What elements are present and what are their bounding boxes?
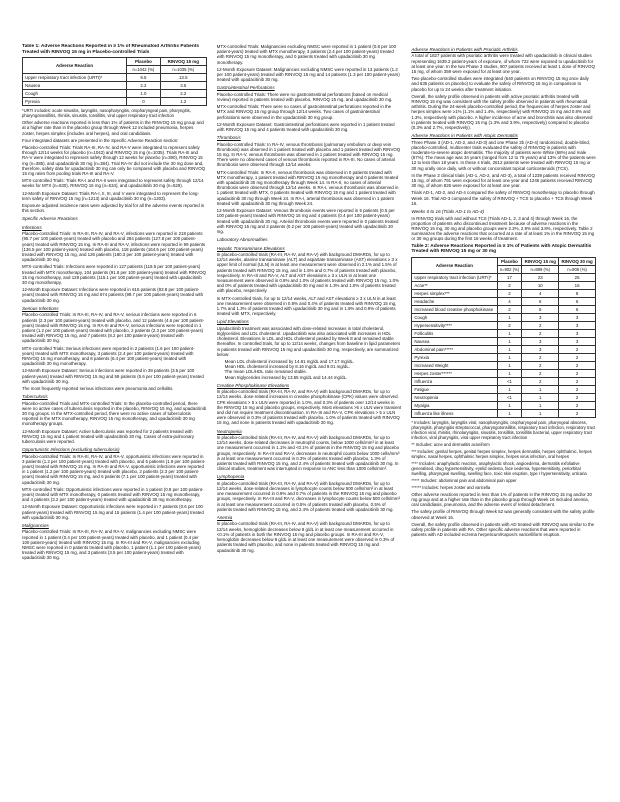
cell-reaction: Cough: [23, 90, 127, 98]
table2-footnotes: [411, 420, 596, 490]
cell-rinvoq-15: 1: [522, 409, 559, 417]
list-item: • Mean triglycerides increased by 13.55 mg/dL and 14.44 mg/dL.: [225, 375, 402, 380]
paragraph: MTX-controlled Trials: Infections were reported in 127 patients (119.5 per 100 patient-years) treated with MTX monotherapy, 104 patients (91.8 per 100 patient-years) treated with RINVOQ 15 mg monotherapy, and 128 patients (115.1 per 100 patient-years) treated with upadacitinib 30 mg monotherapy.: [22, 264, 206, 286]
paragraph: 12-Month Exposure Dataset: Active tuberculosis was reported for 2 patients treated with RINVOQ 15 mg and 1 patient treated with upadacitinib 30 mg. Cases of extra-pulmonary tuberculosis were reported.: [22, 428, 195, 444]
paragraph: In MTX-controlled trials, for up to 12/14 weeks, ALT and AST elevations ≥ 3 x ULN in at least one measurement were observed in 0.8% and 0.4% of patients treated with RINVOQ 15 mg, 1.7% and 1.3% of patients treated with upadacitinib 30 mg and in 1.9% and 0.9% of patients treated with MTX, respectively.: [216, 295, 397, 317]
table-row: [412, 313, 596, 321]
cell-placebo: 1: [497, 313, 522, 321]
table1-header-reaction: Adverse Reaction: [23, 58, 127, 74]
table-row: [412, 409, 596, 417]
cell-rinvoq-15: 5: [522, 305, 559, 313]
cell-rinvoq-30: 16: [559, 281, 596, 289]
table-row: [412, 377, 596, 385]
cell-placebo: 1: [497, 385, 522, 393]
cell-rinvoq-15: 6: [522, 297, 559, 305]
paragraph: The safety profile of RINVOQ through Week 52 was generally consistent with the safety profile observed at Week 16.: [411, 509, 595, 520]
paragraph: A total of 1827 patients with psoriatic arthritis were treated with upadacitinib in clinical studies representing 1639.2 patient-years of exposure, of whom 722 were exposed to upadacitinib for at least one year. In the two Phase 3 studies, 907 patients received at least 1 dose of RINVOQ 15 mg, of whom 359 were exposed for at least one year.: [411, 53, 595, 75]
cell-placebo: 1: [497, 345, 522, 353]
paragraph: MTX-controlled Trials: In RA-II, venous thrombosis was observed in 0 patients treated with MTX monotherapy, 1 patient treated with RINVOQ 15 mg monotherapy and 0 patients treated with upadacitinib 30 mg monotherapy through Week 14. In RA-II, no cases of arterial thrombosis were observed through 12/14 weeks. In RA-I, venous thrombosis was observed in 1 patient treated with MTX, 0 patients treated with RINVOQ 15 mg and 1 patient treated with upadacitinib 30 mg through Week 24. In RA-I, arterial thrombosis was observed in 1 patient treated with upadacitinib 30 mg through Week 24.: [216, 169, 399, 206]
cell-reaction: Influenza like illness: [412, 409, 497, 417]
table2-header-r15: RINVOQ 15 mg: [522, 257, 559, 265]
paragraph: Three Phase 3 (AD-1, AD-2, and AD-3) and one Phase 2b (AD-4) randomized, double-blind, placebo-controlled, multicenter trials evaluated the safety of RINVOQ in patients with moderate-to-severe atopic dermatitis. The majority of patients were White (68%) and male (57%). The mean age was 34 years (ranged from 12 to 75 years) and 13% of the patients were 12 to less than 18 years. In these 4 trials, 2612 patients were treated with RINVOQ 15 mg or 30 mg orally once daily, with or without concomitant topical corticosteroids (TCS).: [411, 139, 596, 171]
cell-rinvoq-30: 3: [559, 313, 596, 321]
cell-rinvoq-30: 3: [559, 337, 596, 345]
cell-rinvoq-30: 6: [559, 305, 596, 313]
section-heading: Specific Adverse Reactions: [22, 216, 78, 222]
table2-footnote: ** Includes: acne and dermatitis acneiform: [411, 441, 490, 447]
cell-rinvoq-15: 1: [522, 393, 559, 401]
cell-placebo: 1: [497, 337, 522, 345]
paragraph: Overall, the safety profile observed in patients with AD treated with RINVOQ was similar to the safety profile in patients with RA. Other specific adverse reactions that were reported in patients with AD included eczema herpeticum/Kaposi's varicelliform eruption.: [411, 521, 595, 538]
table-row: [412, 273, 596, 281]
paragraph: MTX-controlled Trials: Trials RA-I and RA-II were integrated to represent safety through 12/14 weeks for MTX (n=530), RINVOQ 15 mg (n=534), and upadacitinib 30 mg (n=529).: [22, 178, 204, 189]
table-row: [412, 401, 596, 409]
cell-rinvoq-30: 2: [559, 377, 596, 385]
paragraph: 12-Month Exposure Dataset: Trials RA-I, II, III, and V were integrated to represent the long-term safety of RINVOQ 15 mg (n=1213) and upadacitinib 30 mg (n=1203).: [22, 190, 199, 201]
lipid-bullet-list: [217, 359, 402, 380]
table2-n-r15: n=899 (%): [522, 265, 559, 273]
cell-placebo: 2: [497, 281, 522, 289]
table-row: [412, 353, 596, 361]
cell-rinvoq-15: 2: [522, 329, 559, 337]
paragraph: MTX-controlled Trials: Malignancies excluding NMSC were reported in 1 patient (0.8 per 100 patient-years) treated with MTX monotherapy, 3 patients (2.4 per 100 patient-years) treated with RINVOQ 15 mg monotherapy, and 0 patients treated with upadacitinib 30 mg monotherapy.: [216, 44, 397, 65]
paragraph: 12-Month Exposure Dataset: Opportunistic infections were reported in 7 patients (0.6 per 100 patient-years) treated with RINVOQ 15 mg and 15 patients (1.4 per 100 patient-years) treated with upadacitinib 30 mg.: [22, 504, 204, 520]
table-row: [412, 369, 596, 377]
cell-rinvoq-30: 6: [559, 297, 596, 305]
section-heading: Adverse Reactions in Patients with Atopic Dermatitis: [411, 133, 518, 139]
paragraph: In placebo-controlled trials (RA-III, RA-IV, and RA-V) with background DMARDs, for up to 12/14 weeks, alanine transaminase (ALT) and aspartate transaminase (AST) elevations ≥ 3 x upper limit of normal (ULN) in at least one measurement were observed in 2.1% and 1.5% of patients treated with RINVOQ 15 mg, and in 1.5% and 0.7% of patients treated with placebo, respectively. In RA-III and RA-V, ALT and AST elevations ≥ 3 x ULN in at least one measurement were observed in 0.8% and 1.0% of patients treated with RINVOQ 15 mg, 1.0% and 0% of patients treated with upadacitinib 30 mg and in 1.3% and 1.0% of patients treated with placebo, respectively.: [216, 251, 399, 294]
table1: [22, 57, 207, 106]
table2-header-r30: RINVOQ 30 mg: [559, 257, 596, 265]
paragraph: Placebo-controlled Trials: In RA-III, RA-IV, and RA-V, serious infections were reported in 6 patients (2.3 per 100 patient-years) treated with placebo, and 12 patients (4.6 per 100 patient-years) treated with RINVOQ 15 mg. In RA-III and RA-V, serious infections were reported in 1 patient (1.2 per 100 patient-years) treated with placebo, 2 patients (2.3 per 100 patient-years) treated with RINVOQ 15 mg, and 7 patients (8.2 per 100 patient-years) treated with upadacitinib 30 mg.: [22, 312, 205, 344]
cell-reaction: Herpes zoster******: [412, 369, 497, 377]
cell-reaction: Increased Weight: [412, 361, 497, 369]
cell-rinvoq-15: 10: [522, 281, 559, 289]
cell-rinvoq: 13.5: [160, 74, 206, 82]
cell-rinvoq-15: 3: [522, 313, 559, 321]
cell-reaction: Nausea: [23, 82, 127, 90]
paragraph: In RINVOQ trials with and without TCS (Trials AD-1, 2, 3 and 4) through Week 16, the proportion of patients who discontinued treatment because of adverse reactions in the RINVOQ 15 mg, 30 mg and placebo groups were 2.3%, 2.9% and 3.8%, respectively. Table 2 summarizes the adverse reactions that occurred at a rate of at least 1% in the RINVOQ 15 mg or 30 mg groups during the first 16 weeks of treatment.: [411, 215, 595, 242]
table2-footnote: * Includes: laryngitis, laryngitis viral, nasopharyngitis, oropharyngeal pain, pharyngeal abscess, pharyngitis, pharyngitis streptococcal, pharyngotonsillitis, respiratory tract infection, respiratory tract infection viral, rhinitis, rhinolaryngitis, sinusitis, tonsillitis, tonsillitis bacterial, upper respiratory tract infection, viral pharyngitis, viral upper respiratory tract infection: [411, 419, 596, 440]
table2-header-reaction: Adverse Reaction: [412, 257, 497, 273]
paragraph: In placebo-controlled trials (RA-III, RA-IV, and RA-V) with background DMARDs, for up to 12/14 weeks, hemoglobin decreases below 8 g/dL in at least one measurement occurred in <0.1% of patients in both the RINVOQ 15 mg and placebo groups. In RA-III and RA-V, hemoglobin decreases below 8 g/dL in at least one measurement were observed in 0.3% of patients treated with placebo, and none in patients treated with RINVOQ 15 mg and upadacitinib 30 mg.: [216, 521, 395, 553]
cell-placebo: <1: [497, 393, 522, 401]
table2-caption: Table 2: Adverse Reactions Reported in ≥ 1% of Patients with Atopic Dermatitis Treated with RINVOQ 15 mg or 30 mg: [411, 243, 592, 255]
cell-placebo: 1: [497, 353, 522, 361]
cell-rinvoq-15: 1: [522, 385, 559, 393]
paragraph: Other adverse reactions reported in less than 1% of patients in the RINVOQ 15 mg group and at a higher rate than in the placebo group through Week 12 included pneumonia, herpes zoster, herpes simplex (includes oral herpes), and oral candidiasis.: [22, 120, 204, 136]
table-row: [23, 90, 207, 98]
subsection-heading: Thrombosis: [216, 135, 241, 141]
table1-header-rinvoq: RINVOQ 15 mg: [160, 58, 206, 66]
paragraph: Placebo-controlled Trials: There were no gastrointestinal perforations (based on medical review) reported in patients treated with placebo, RINVOQ 15 mg, and upadacitinib 30 mg.: [216, 91, 393, 103]
cell-placebo: 1: [497, 361, 522, 369]
table2-header-placebo: Placebo: [497, 257, 522, 265]
paragraph: Placebo-controlled Trials: In RA-III, RA-IV, and RA-V, infections were reported in 218 patients (95.7 per 100 patient-years) treated with placebo and 284 patients (127.8 per 100 patient-years) treated with RINVOQ 15 mg. In RA-III and RA-V, infections were reported in 99 patients (136.5 per 100 patient-years) treated with placebo, 118 patients (164.5 per 100 patient-years) treated with RINVOQ 15 mg, and 126 patients (180.3 per 100 patient-years) treated with upadacitinib 30 mg.: [22, 231, 206, 263]
cell-rinvoq-15: 2: [522, 377, 559, 385]
table-row: [412, 321, 596, 329]
table-row: [412, 385, 596, 393]
paragraph: 12-Month Exposure Dataset: Venous thrombosis events were reported in 5 patients (0.5 per 100 patient-years) treated with RINVOQ 15 mg and 4 patients (0.4 per 100 patient-years) treated with upadacitinib 30 mg. Arterial thrombosis events were reported in 0 patients treated with RINVOQ 15 mg and 2 patients (0.2 per 100 patient-years) treated with upadacitinib 30 mg.: [216, 208, 399, 234]
cell-placebo: 1: [497, 329, 522, 337]
paragraph: Other adverse reactions reported in less than 1% of patients in the RINVOQ 15 mg and/or 30 mg group and at a higher rate than in the placebo group through Week 16 included anemia, oral candidiasis, pneumonia, and the adverse event of retinal detachment.: [411, 491, 592, 508]
cell-rinvoq-30: 2: [559, 393, 596, 401]
cell-rinvoq-15: 2: [522, 353, 559, 361]
paragraph: In placebo-controlled trials (RA-III, RA-IV, and RA-V) with background DMARDs, for up to 12/14 weeks, dose-related decreases in neutrophil counts, below 1000 cells/mm³ in at least one measurement occurred in 1.1% and <0.1% of patients in the RINVOQ 15 mg and placebo groups, respectively. In RA-III and RA-V, decreases in neutrophil counts below 1000 cells/mm³ in at least one measurement occurred in 0.3% of patients treated with placebo, 1.3% of patients treated with RINVOQ 15 mg, and 2.4% of patients treated with upadacitinib 30 mg. In clinical studies, treatment was interrupted in response to ANC less than 1000 cells/mm³.: [216, 435, 400, 472]
cell-rinvoq-30: 2: [559, 345, 596, 353]
cell-rinvoq-15: 2: [522, 321, 559, 329]
cell-rinvoq-30: 3: [559, 321, 596, 329]
table-row: [23, 98, 207, 106]
subsection-heading: Anemia: [216, 515, 233, 521]
cell-reaction: Pyrexia: [412, 353, 497, 361]
cell-reaction: Cough: [412, 313, 497, 321]
table1-n-placebo: n=1042 (%): [127, 66, 161, 74]
cell-reaction: Increased blood creatine phosphokinase: [412, 305, 497, 313]
cell-placebo: 1: [497, 409, 522, 417]
subsection-heading: Lymphopenia: [216, 474, 245, 480]
paragraph: 12-Month Exposure Dataset: Infections were reported in 615 patients (83.8 per 100 patient-years) treated with RINVOQ 15 mg and 674 patients (99.7 per 100 patient-years) treated with upadacitinib 30 mg.: [22, 287, 204, 303]
table2-footnote: *** Includes: genital herpes, genital herpes simplex, herpes dermatitis, herpes ophthalmic, herpes simplex, nasal herpes, ophthalmic herpes simplex, herpes virus infection, oral herpes: [411, 448, 592, 459]
table1-caption: Table 1: Adverse Reactions Reported in ≥ 1% of Rheumatoid Arthritis Patients Treated with RINVOQ 15 mg in Placebo-controlled Trials: [22, 44, 200, 55]
table2-n-placebo: n=902 (%): [497, 265, 522, 273]
paragraph: 12-Month Exposure Dataset: Gastrointestinal perforations were reported in 1 patient treated with RINVOQ 15 mg and 4 patients treated with upadacitinib 30 mg.: [216, 121, 395, 133]
table1-footnote: *URTI includes: acute sinusitis, laryngitis, nasopharyngitis, oropharyngeal pain, pharyngitis, pharyngotonsillitis, rhinitis, sinusitis, tonsillitis, viral upper respiratory tract infection: [22, 108, 191, 119]
cell-placebo: 1: [497, 369, 522, 377]
cell-placebo: 2.2: [127, 82, 161, 90]
cell-placebo: 1: [497, 401, 522, 409]
cell-rinvoq-15: 2: [522, 369, 559, 377]
table-row: [412, 345, 596, 353]
paragraph: Overall, the safety profile observed in patients with active psoriatic arthritis treated with RINVOQ 15 mg was consistent with the safety profile observed in patients with rheumatoid arthritis. During the 24-week placebo-controlled period, the frequencies of herpes zoster and herpes simplex were ≥1% (1.1% and 1.4%, respectively) with RINVOQ 15 mg and 0.8% and 1.3%, respectively with placebo. A higher incidence of acne and bronchitis was also observed in patients treated with RINVOQ 15 mg (1.3% and 3.9%, respectively) compared to placebo (0.3% and 2.7%, respectively).: [411, 93, 593, 131]
subsection-heading: Malignancies: [22, 523, 49, 529]
cell-rinvoq: 2.2: [160, 90, 206, 98]
cell-rinvoq-30: 2: [559, 385, 596, 393]
cell-rinvoq: 3.5: [160, 82, 206, 90]
paragraph: Placebo-controlled Trials: In RA-III, RA-IV, and RA-V, malignancies excluding NMSC were reported in 1 patient (0.4 per 100 patient-years) treated with placebo, and 1 patient (0.4 per 100 patient-years) treated with RINVOQ 15 mg. In RA-III and RA-V, malignancies excluding NMSC were reported in 0 patients treated with placebo, 1 patient (1.1 per 100 patient-years) treated with RINVOQ 15 mg, and 3 patients (3.5 per 100 patient-years) treated with upadacitinib 30 mg.: [22, 529, 201, 561]
cell-reaction: Neutropenia: [412, 393, 497, 401]
paragraph: Placebo-controlled Trials: In RA-III, RA-IV, and RA-V, opportunistic infections were reported in 3 patients (1.2 per 100 patient-years) treated with placebo, and 5 patients (1.9 per 100 patient-years) treated with RINVOQ 15 mg. In RA-III and RA-V, opportunistic infections were reported in 1 patient (1.2 per 100 patient-years) treated with placebo, 2 patients (2.3 per 100 patient-years) treated with RINVOQ 15 mg, and 6 patients (7.1 per 100 patient-years) treated with upadacitinib 30 mg.: [22, 453, 206, 485]
section-heading: Adverse Reactions in Patients with Psoriatic Arthritis: [411, 47, 518, 52]
table-row: [412, 305, 596, 313]
cell-placebo: <1: [497, 377, 522, 385]
subsection-heading: Infections: [22, 224, 42, 230]
list-item: • Mean HDL cholesterol increased by 8.16 mg/dL and 9.01 mg/dL.: [225, 364, 402, 369]
paragraph: Placebo-controlled Trials: In RA-IV, venous thrombosis (pulmonary embolism or deep vein thrombosis) was observed in 1 patient treated with placebo and 1 patient treated with RINVOQ 15 mg. In RA-V, venous thrombosis was observed in 1 patient treated with RINVOQ 15 mg. There were no observed cases of venous thrombosis reported in RA-III. No cases of arterial thrombosis were observed through 12/14 weeks.: [216, 141, 401, 168]
cell-rinvoq-30: 2: [559, 353, 596, 361]
cell-placebo: 17: [497, 273, 522, 281]
cell-rinvoq: 1.2: [160, 98, 206, 106]
paragraph: In the Phase 3 clinical trials (AD-1, AD-2, and AD-3), a total of 1239 patients received RINVOQ 15 mg, of whom 791 were exposed for at least one year and 1246 patients received RINVOQ 30 mg, of whom 826 were exposed for at least one year.: [411, 172, 595, 189]
cell-reaction: Nausea: [412, 337, 497, 345]
cell-rinvoq-15: 4: [522, 289, 559, 297]
cell-placebo: 2: [497, 321, 522, 329]
cell-placebo: 2: [497, 305, 522, 313]
table-row: [23, 82, 207, 90]
paragraph: Placebo-controlled Trials: Trials RA-III, RA-IV, and RA-V were integrated to represent safety through 12/14 weeks for placebo (n=1042) and RINVOQ 15 mg (n=1035). Trials RA-III and RA-V were integrated to represent safety through 12 weeks for placebo (n=390), RINVOQ 15 mg (n=385), and upadacitinib 30 mg (n=384). Trial RA-IV did not include the 30 mg dose and, therefore, safety data for upadacitinib 30 mg can only be compared with placebo and RINVOQ 15 mg rates from pooling trials RA-III and RA-V.: [22, 145, 206, 177]
paragraph: The most frequently reported serious infections were pneumonia and cellulitis.: [22, 385, 174, 391]
paragraph: MTX-controlled Trials: Opportunistic infections were reported in 1 patient (0.8 per 100 patient-years) treated with MTX monotherapy, 0 patients treated with RINVOQ 15 mg monotherapy, and 4 patients (3.2 per 100 patient-years) treated with upadacitinib 30 mg monotherapy.: [22, 486, 204, 503]
table2-body: [412, 273, 596, 417]
cell-rinvoq-30: 8: [559, 289, 596, 297]
table2: [411, 257, 596, 418]
cell-reaction: Hypersensitivity****: [412, 321, 497, 329]
cell-reaction: Fatigue: [412, 385, 497, 393]
subsection-heading: Gastrointestinal Perforations: [216, 85, 275, 91]
cell-reaction: Influenza: [412, 377, 497, 385]
subsection-heading: Opportunistic Infections (excluding tuberculosis): [22, 447, 120, 453]
subsection-heading: Serious Infections: [22, 305, 59, 311]
cell-rinvoq-30: 2: [559, 361, 596, 369]
cell-reaction: Headache: [412, 297, 497, 305]
paragraph: In placebo-controlled trials (RA-III, RA-IV, and RA-V) with background DMARDs, for up to 12/14 weeks, dose-related decreases in lymphocyte counts below 500 cells/mm³ in at least one measurement occurred in 0.9% and 0.7% of patients in the RINVOQ 15 mg and placebo groups, respectively. In RA-III and RA-V, decreases in lymphocyte counts below 500 cells/mm³ in at least one measurement occurred in 0.5% of patients treated with placebo, 0.5% of patients treated with RINVOQ 15 mg, and 2.4% of patients treated with upadacitinib 30 mg.: [216, 480, 400, 512]
paragraph: In placebo-controlled trials (RA-III, RA-IV, and RA-V) with background DMARDs, for up to 12/14 weeks, dose-related increases in creatine phosphokinase (CPK) values were observed. CPK elevations > 5 x ULN were reported in 1.0%, and 0.3% of patients over 12/14 weeks in the RINVOQ 15 mg and placebo groups, respectively. Most elevations >5 x ULN were transient and did not require treatment discontinuation. In RA-III and RA-V, CPK elevations > 5 x ULN were observed in 0.3% of patients treated with placebo, 1.0% of patients treated with RINVOQ 15 mg, and none in patients treated with upadacitinib 30 mg.: [216, 389, 402, 426]
table-row: [412, 329, 596, 337]
table-row: [23, 74, 207, 82]
table-row: [412, 393, 596, 401]
paragraph: 12-Month Exposure Dataset: Malignancies excluding NMSC were reported in 13 patients (1.2 per 100 patient-years) treated with RINVOQ 15 mg and 14 patients (1.3 per 100 patient-years) treated with upadacitinib 30 mg.: [216, 66, 400, 83]
paragraph: MTX-controlled Trials: There were no cases of gastrointestinal perforations reported in the MTX and RINVOQ 15 mg group through 12/14 weeks. Two cases of gastrointestinal perforations were observed in the upadacitinib 30 mg group.: [216, 104, 392, 120]
subsection-heading: Neutropenia: [216, 428, 242, 434]
paragraph: Upadacitinib treatment was associated with dose-related increases in total cholesterol, triglycerides and LDL cholesterol. Upadacitinib was also associated with increases in HDL cholesterol. Elevations in LDL and HDL cholesterol peaked by Week 8 and remained stable thereafter. In controlled trials, for up to 12/14 weeks, changes from baseline in lipid parameters in patients treated with RINVOQ 15 mg and upadacitinib 30 mg, respectively, are summarized below:: [216, 325, 401, 357]
cell-rinvoq-30: 25: [559, 273, 596, 281]
subsection-heading: Tuberculosis: [22, 394, 48, 400]
cell-reaction: Abdominal pain*****: [412, 345, 497, 353]
column-left: [22, 44, 207, 796]
cell-reaction: Herpes simplex***: [412, 289, 497, 297]
paragraph: MTX-controlled Trials: Serious infections were reported in 2 patients (1.6 per 100 patient-years) treated with MTX monotherapy, 3 patients (2.4 per 100 patient-years) treated with RINVOQ 15 mg monotherapy, and 8 patients (6.4 per 100 patient-years) treated with upadacitinib 30 mg monotherapy.: [22, 345, 195, 367]
subsection-heading: Creatine Phosphokinase Elevations: [216, 382, 290, 388]
cell-reaction: Upper respiratory tract infection (URTI)*: [412, 273, 497, 281]
paragraph: Two placebo-controlled studies were integrated (640 patients on RINVOQ 15 mg once daily and 635 patients on placebo) to evaluate the safety of RINVOQ 15 mg in comparison to placebo for up to 24 weeks after treatment initiation.: [411, 76, 589, 92]
table2-footnote: ****** Includes: herpes zoster and varicella: [411, 484, 491, 490]
paragraph: Exposure adjusted incidence rates were adjusted by trial for all the adverse events reported in this section.: [22, 203, 205, 214]
table-row: [412, 281, 596, 289]
cell-placebo: 2: [497, 289, 522, 297]
cell-rinvoq-30: 2: [559, 401, 596, 409]
subsection-heading: Hepatic Transaminase Elevations: [216, 245, 285, 251]
cell-rinvoq-15: 3: [522, 345, 559, 353]
table-row: [412, 297, 596, 305]
cell-rinvoq-15: 2: [522, 361, 559, 369]
cell-rinvoq-30: 2: [559, 369, 596, 377]
paragraph: 12-Month Exposure Dataset: Serious infections were reported in 38 patients (3.5 per 100 patient-years) treated with RINVOQ 15 mg and 59 patients (5.6 per 100 patient-years) treated with upadacitinib 30 mg.: [22, 368, 204, 384]
subsection-heading: Lipid Elevations: [216, 319, 249, 325]
table-row: [412, 337, 596, 345]
table2-n-r30: n=906 (%): [559, 265, 596, 273]
column-right: [411, 44, 596, 796]
section-heading: Laboratory Abnormalities: [216, 237, 268, 243]
column-middle: [217, 44, 402, 796]
table1-n-rinvoq: n=1035 (%): [160, 66, 206, 74]
cell-rinvoq-30: 2: [559, 409, 596, 417]
paragraph: Placebo-controlled Trials and MTX-controlled Trials: In the placebo-controlled period, there were no active cases of tuberculosis reported in the placebo, RINVOQ 15 mg, and upadacitinib 30 mg groups. In the MTX-controlled period, there were no active cases of tuberculosis reported in the MTX monotherapy, RINVOQ 15 mg monotherapy, and upadacitinib 30 mg monotherapy groups.: [22, 400, 207, 427]
list-item: • Mean LDL cholesterol increased by 14.81 mg/dL and 17.17 mg/dL.: [225, 359, 402, 364]
subsection-heading: Weeks 0 to 16 (Trials AD-1 to AD-4): [411, 209, 485, 215]
cell-placebo: 9.5: [127, 74, 161, 82]
cell-reaction: Upper respiratory tract infection (URTI)*: [23, 74, 127, 82]
cell-rinvoq-30: 3: [559, 329, 596, 337]
cell-rinvoq-15: 23: [522, 273, 559, 281]
cell-reaction: Pyrexia: [23, 98, 127, 106]
cell-reaction: Myalgia: [412, 401, 497, 409]
cell-reaction: Folliculitis: [412, 329, 497, 337]
paragraph: Trials AD-1, AD-2, and AD-4 compared the safety of RINVOQ monotherapy to placebo through Week 16. Trial AD-3 compared the safety of RINVOQ + TCS to placebo + TCS through Week 16.: [411, 190, 595, 206]
paragraph: Four integrated datasets are presented in the Specific Adverse Reaction section:: [22, 137, 179, 143]
table-row: [412, 289, 596, 297]
cell-placebo: 1.0: [127, 90, 161, 98]
cell-reaction: Acne**: [412, 281, 497, 289]
table2-footnote: **** Includes: anaphylactic reaction, anaphylactic shock, angioedema, dermatitis exfoliative generalised, drug hypersensitivity, eyelid oedema, face oedema, hypersensitivity, periorbital swelling, pharyngeal swelling, swelling face, toxic skin eruption, type I hypersensitivity, urticaria: [411, 460, 587, 476]
cell-rinvoq-15: 3: [522, 337, 559, 345]
table2-footnote: ***** Includes: abdominal pain and abdominal pain upper: [411, 477, 517, 483]
table1-header-placebo: Placebo: [127, 58, 161, 66]
table-row: [412, 361, 596, 369]
list-item: • The mean LDL/HDL ratio remained stable.: [225, 369, 402, 374]
cell-rinvoq-15: 1: [522, 401, 559, 409]
cell-placebo: 4: [497, 297, 522, 305]
cell-placebo: 0: [127, 98, 161, 106]
